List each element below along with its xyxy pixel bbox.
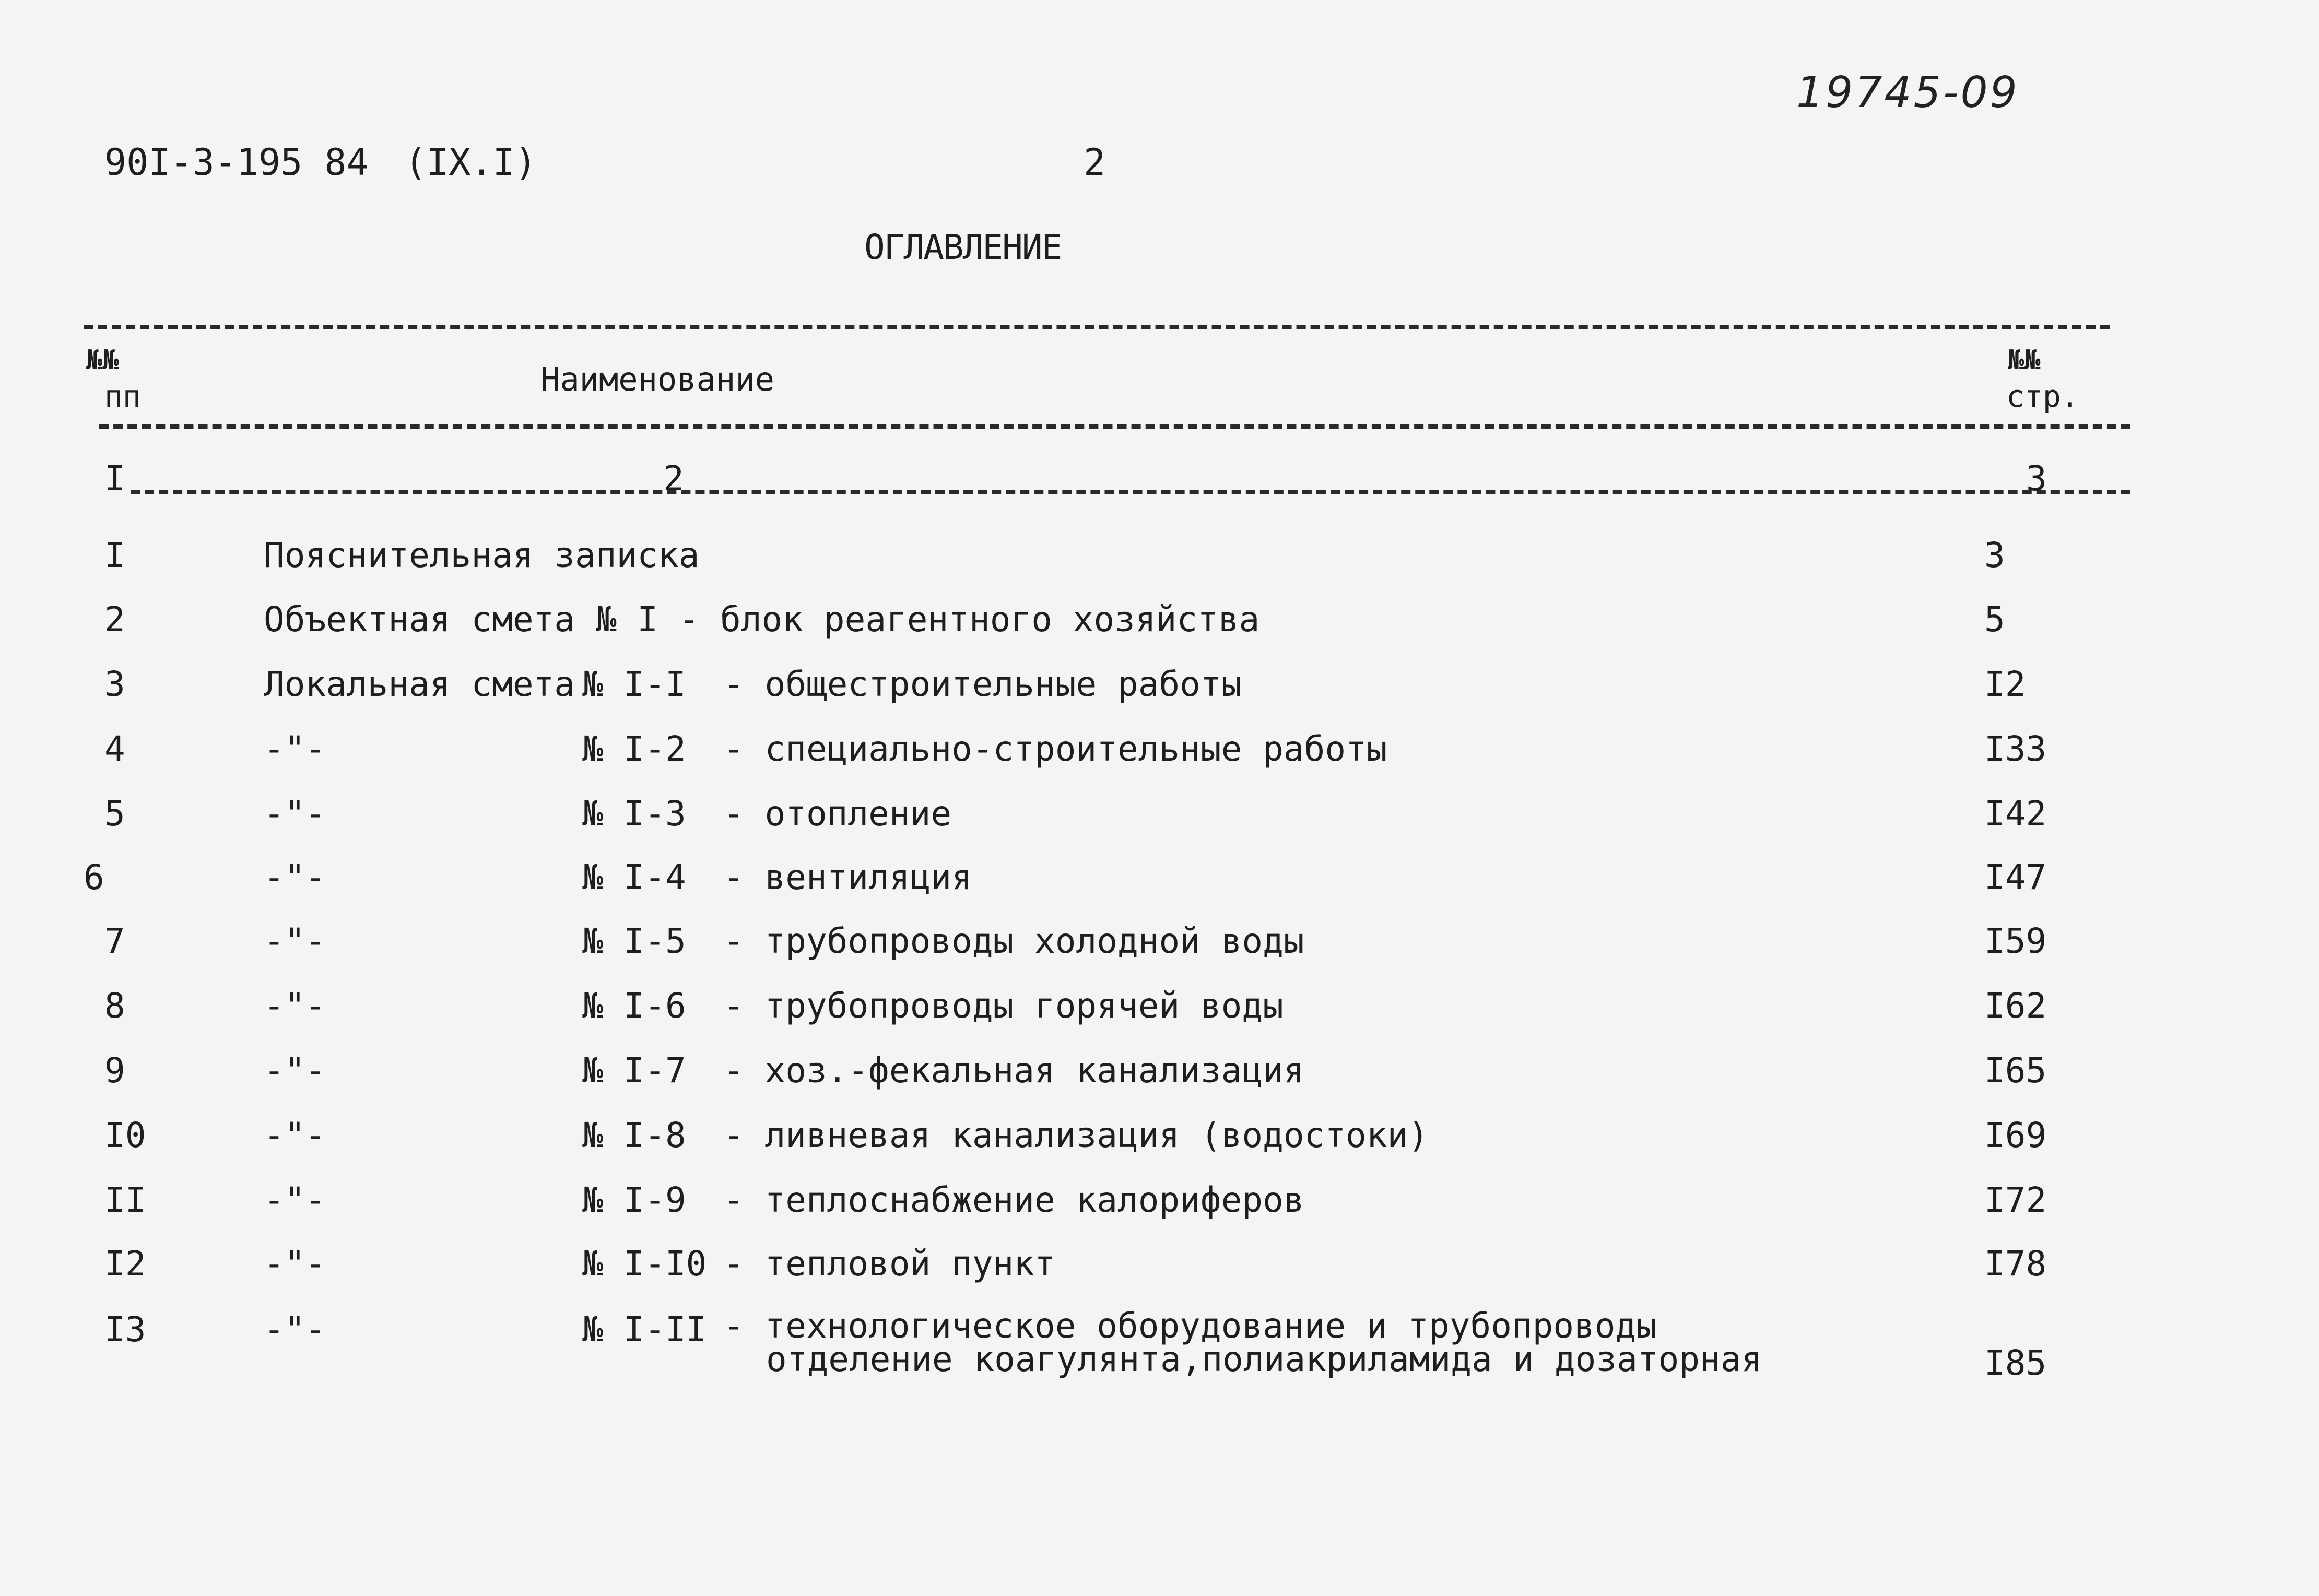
row-title: -"-: [264, 986, 326, 1026]
row-number: 3: [104, 664, 125, 704]
row-page: 5: [1984, 599, 2005, 640]
dashed-rule-top: [84, 325, 2110, 329]
row-description-line1: - технологическое оборудование и трубопроводы: [723, 1306, 1657, 1346]
table-row: [0, 1180, 2319, 1232]
row-code: № I-9: [582, 1180, 686, 1220]
row-number: II: [104, 1180, 146, 1220]
row-description: - общестроительные работы: [723, 664, 1242, 704]
col-num-header-line2: пп: [104, 379, 141, 414]
row-code: № I-8: [582, 1115, 686, 1155]
row-title: -"-: [264, 1050, 326, 1091]
table-row: [0, 729, 2319, 781]
row-description: - вентиляция: [723, 857, 972, 897]
row-title: -"-: [264, 729, 326, 769]
row-page: I85: [1984, 1343, 2047, 1383]
row-page: I2: [1984, 664, 2026, 704]
row-number: I3: [104, 1309, 146, 1350]
row-title: -"-: [264, 794, 326, 834]
row-title: Локальная смета: [264, 664, 575, 704]
row-title: Пояснительная записка: [264, 535, 700, 575]
row-code: № I-7: [582, 1050, 686, 1091]
row-number: 9: [104, 1050, 125, 1091]
table-row: [0, 1244, 2319, 1296]
row-title: -"-: [264, 1180, 326, 1220]
row-title: -"-: [264, 857, 326, 897]
table-row: [0, 794, 2319, 846]
row-code: № I-2: [582, 729, 686, 769]
table-row: [0, 1050, 2319, 1103]
page-title: ОГЛАВЛЕНИЕ: [864, 227, 1062, 267]
row-page: I78: [1984, 1244, 2047, 1284]
table-row: [0, 1306, 2319, 1403]
row-page: I42: [1984, 794, 2047, 834]
row-code: № I-6: [582, 986, 686, 1026]
table-row: [0, 599, 2319, 652]
row-title: -"-: [264, 1115, 326, 1155]
table-row: [0, 1115, 2319, 1167]
col-page-header-line2: стр.: [2006, 379, 2079, 414]
row-number: 8: [104, 986, 125, 1026]
row-code: № I-5: [582, 921, 686, 961]
row-number: 5: [104, 794, 125, 834]
row-description-line2: отделение коагулянта,полиакриламида и дозаторная: [766, 1339, 1762, 1379]
row-number: I0: [104, 1115, 146, 1155]
row-number: 2: [104, 599, 125, 640]
row-number: 4: [104, 729, 125, 769]
col-num-header-line1: №№: [86, 345, 119, 376]
row-code: № I-II: [582, 1309, 707, 1350]
dashed-rule-colnums: [131, 490, 2130, 494]
dashed-rule-header: [99, 424, 2130, 429]
row-page: I72: [1984, 1180, 2047, 1220]
row-page: I69: [1984, 1115, 2047, 1155]
row-code: № I-I: [582, 664, 686, 704]
col-page-header-line1: №№: [2008, 345, 2041, 376]
table-row: [0, 535, 2319, 587]
handwritten-number: 19745-09: [1796, 68, 2019, 117]
row-description: - тепловой пункт: [723, 1244, 1055, 1284]
row-description: - ливневая канализация (водостоки): [723, 1115, 1429, 1155]
table-row: [0, 921, 2319, 973]
row-title: Объектная смета № I - блок реагентного хозяйства: [264, 599, 1260, 640]
row-page: 3: [1984, 535, 2005, 575]
row-number: 7: [104, 921, 125, 961]
row-title: -"-: [264, 1244, 326, 1284]
page-number: 2: [1084, 141, 1106, 184]
doc-number: 90I-3-195 84: [104, 141, 369, 184]
col-number-3: 3: [2026, 458, 2047, 499]
row-code: № I-I0: [582, 1244, 707, 1284]
row-page: I59: [1984, 921, 2047, 961]
col-number-2: 2: [663, 458, 684, 499]
row-number: I2: [104, 1244, 146, 1284]
row-title: -"-: [264, 1309, 326, 1350]
row-description: - трубопроводы горячей воды: [723, 986, 1284, 1026]
row-code: № I-3: [582, 794, 686, 834]
table-row: [0, 664, 2319, 716]
row-page: I62: [1984, 986, 2047, 1026]
row-title: -"-: [264, 921, 326, 961]
row-description: [723, 1306, 1762, 1379]
row-number: I: [104, 535, 125, 575]
col-number-1: I: [104, 458, 125, 499]
row-page: I47: [1984, 857, 2047, 897]
row-description: - отопление: [723, 794, 952, 834]
table-row: [0, 986, 2319, 1038]
row-description: - трубопроводы холодной воды: [723, 921, 1304, 961]
col-name-header: Наименование: [540, 360, 774, 398]
row-description: - специально-строительные работы: [723, 729, 1387, 769]
row-description: - теплоснабжение калориферов: [723, 1180, 1304, 1220]
row-code: № I-4: [582, 857, 686, 897]
row-page: I65: [1984, 1050, 2047, 1091]
row-page: I33: [1984, 729, 2047, 769]
table-row: [0, 857, 2319, 909]
section-label: (IX.I): [405, 141, 537, 184]
row-number: 6: [84, 857, 104, 897]
row-description: - хоз.-фекальная канализация: [723, 1050, 1304, 1091]
